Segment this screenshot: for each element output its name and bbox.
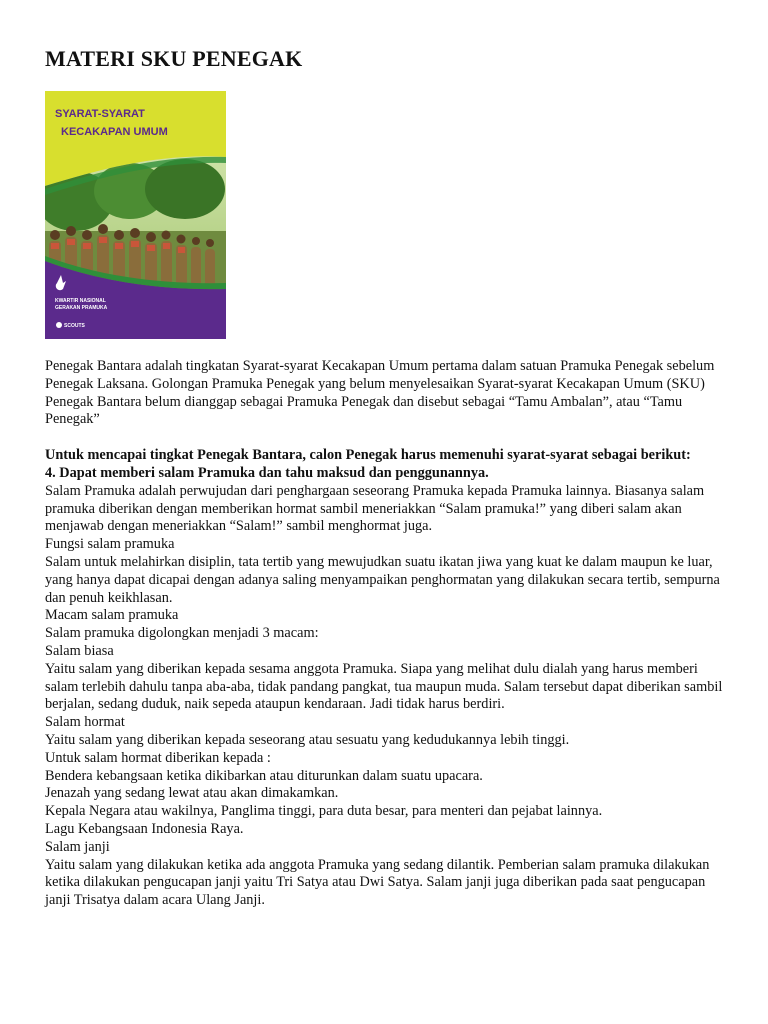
heading-salam-hormat: Salam hormat: [45, 714, 125, 731]
paragraph-macam: Salam pramuka digolongkan menjadi 3 macam:: [45, 625, 319, 642]
requirement-item-4: 4. Dapat memberi salam Pramuka dan tahu maksud dan penggunannya.: [45, 464, 489, 481]
paragraph-salam-janji: Yaitu salam yang dilakukan ketika ada anggota Pramuka yang sedang dilantik. Pemberian salam pramuka dilakukan ketika dilakukan pengucapan janji yaitu Tri Satya atau Dwi Satya. Salam janji juga diberikan pada saat pengucapan janji Trisatya dalam acara Ulang Janji.: [45, 856, 710, 909]
page-title: MATERI SKU PENEGAK: [45, 46, 303, 71]
requirement-heading: Untuk mencapai tingkat Penegak Bantara, calon Penegak harus memenuhi syarat-syarat sebagai berikut:: [45, 447, 691, 464]
cover-title-line1: SYARAT-SYARAT: [55, 108, 145, 120]
scouts-logo-icon: [56, 322, 62, 328]
cover-org-line2: GERAKAN PRAMUKA: [55, 305, 108, 311]
paragraph-salam-hormat: Yaitu salam yang diberikan kepada seseorang atau sesuatu yang kedudukannya lebih tinggi.: [45, 731, 570, 748]
paragraph-salam-pramuka: Salam Pramuka adalah perwujudan dari penghargaan seseorang Pramuka kepada Pramuka lainnya. Biasanya salam pramuka diberikan dengan memberikan hormat sambil meneriakkan “Salam pramuka!” yang diberi salam akan menjawab dengan meneriakkan “Salam!” sambil menghormat juga.: [45, 482, 705, 535]
cover-scouts-label: SCOUTS: [64, 323, 85, 329]
book-cover-image: [45, 91, 226, 339]
list-item: Kepala Negara atau wakilnya, Panglima tinggi, para duta besar, para menteri dan pejabat lainnya.: [45, 803, 603, 820]
intro-paragraph: Penegak Bantara adalah tingkatan Syarat-syarat Kecakapan Umum pertama dalam satuan Pramuka Penegak sebelum Penegak Laksana. Golongan Pramuka Penegak yang belum menyelesaikan Syarat-syarat Kecakapan Umum (SKU) Penegak Bantara belum dianggap sebagai Pramuka Penegak dan disebut sebagai “Tamu Ambalan”, atau “Tamu Penegak”: [45, 358, 715, 428]
paragraph-fungsi: Salam untuk melahirkan disiplin, tata tertib yang mewujudkan suatu ikatan jiwa yang kuat ke dalam maupun ke luar, yang hanya dapat dicapai dengan adanya saling menyampaikan penghormatan yang dilakukan secara tertib, sempurna dan penuh keikhlasan.: [45, 553, 720, 606]
heading-salam-janji: Salam janji: [45, 838, 110, 855]
list-item: Jenazah yang sedang lewat atau akan dimakamkan.: [45, 785, 339, 802]
list-item: Bendera kebangsaan ketika dikibarkan atau diturunkan dalam suatu upacara.: [45, 767, 483, 784]
list-intro-hormat: Untuk salam hormat diberikan kepada :: [45, 749, 271, 766]
cover-org-line1: KWARTIR NASIONAL: [55, 298, 106, 304]
heading-fungsi: Fungsi salam pramuka: [45, 536, 175, 553]
paragraph-salam-biasa: Yaitu salam yang diberikan kepada sesama anggota Pramuka. Siapa yang melihat dulu dialah yang harus memberi salam terlebih dahulu tanpa aba-aba, tidak pandang pangkat, tua maupun muda. Salam tersebut dapat diberikan sambil berjalan, sedang duduk, naik sepeda ataupun kendaraan. Jadi tidak harus berdiri.: [45, 660, 723, 713]
heading-macam: Macam salam pramuka: [45, 607, 179, 624]
list-item: Lagu Kebangsaan Indonesia Raya.: [45, 820, 244, 837]
document-body: [45, 358, 725, 910]
heading-salam-biasa: Salam biasa: [45, 642, 114, 659]
cover-title-line2: KECAKAPAN UMUM: [61, 126, 168, 138]
